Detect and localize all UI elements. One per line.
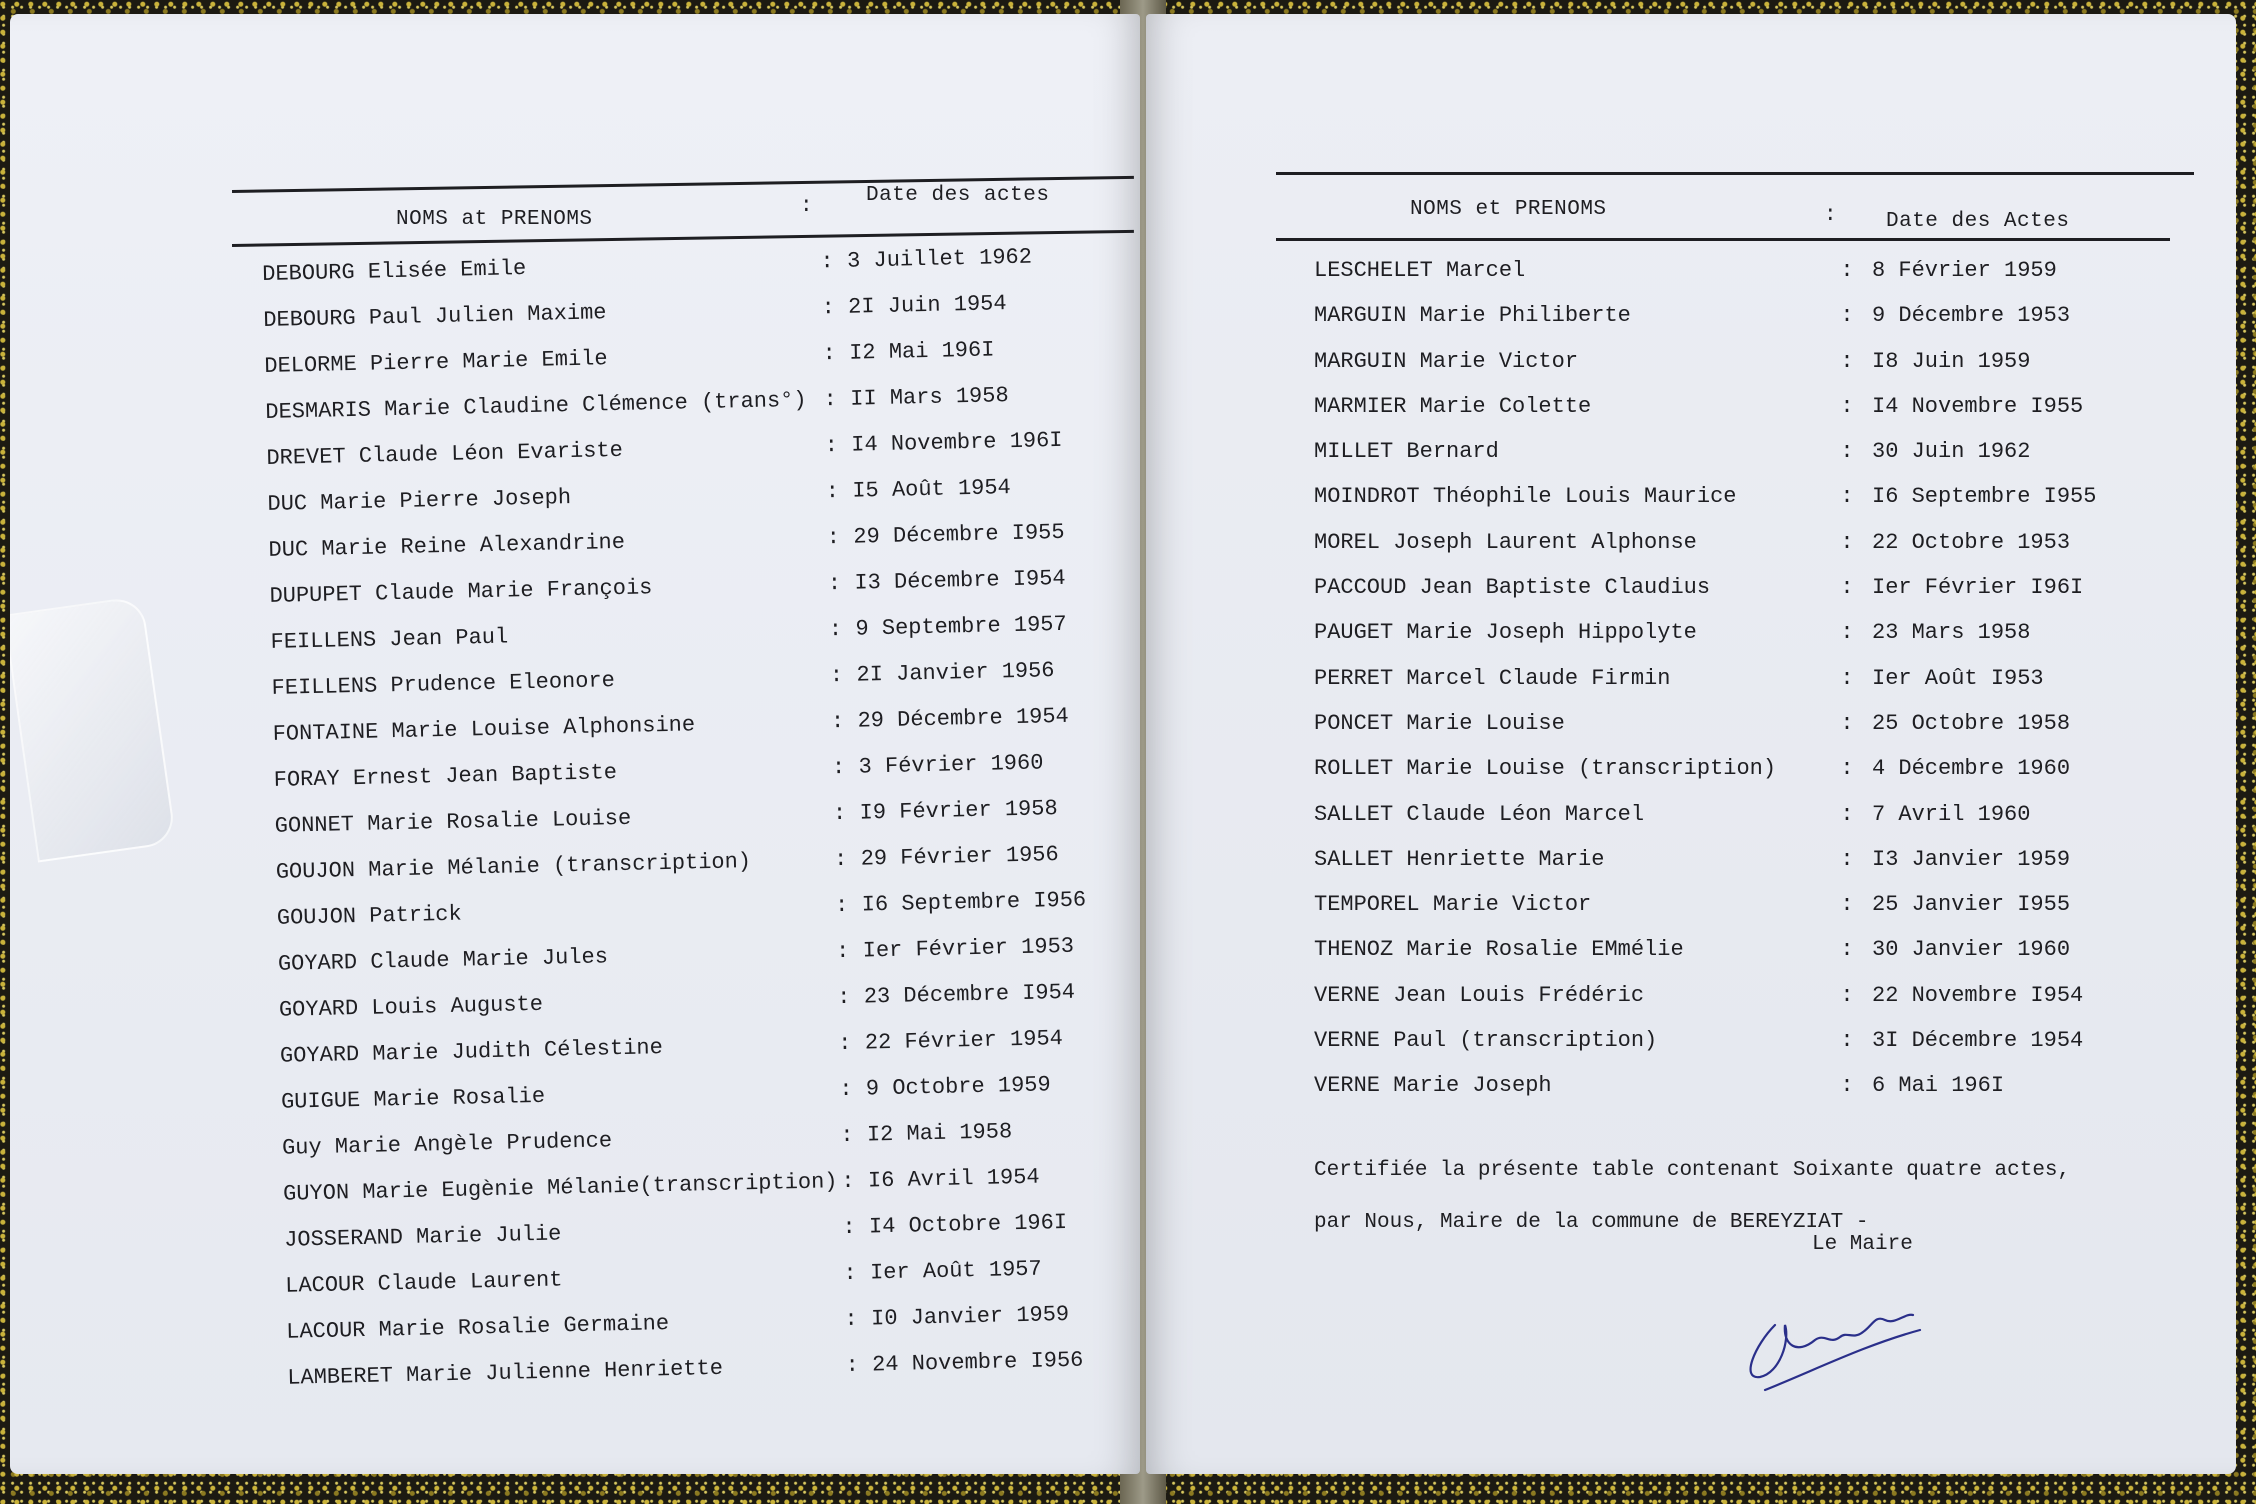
- certification-line-2: par Nous, Maire de la commune de BEREYZIAT -: [1314, 1211, 1869, 1234]
- entry-name: THENOZ Marie Rosalie EMmélie: [1314, 937, 1684, 963]
- entry-name: GOUJON Patrick: [276, 901, 462, 931]
- entry-colon: :: [831, 754, 846, 781]
- entry-name: FORAY Ernest Jean Baptiste: [273, 760, 618, 793]
- entry-name: DUC Marie Reine Alexandrine: [268, 529, 626, 563]
- entry-name: GUIGUE Marie Rosalie: [280, 1083, 546, 1115]
- list-item: [1314, 258, 2132, 303]
- entry-date: Ier Février 1953: [862, 933, 1075, 964]
- entry-date: 22 Octobre 1953: [1872, 529, 2071, 555]
- entry-date: 9 Décembre 1953: [1872, 303, 2071, 329]
- entry-name: VERNE Jean Louis Frédéric: [1314, 982, 1645, 1008]
- list-item: [1314, 530, 2132, 575]
- entry-date: 7 Avril 1960: [1872, 801, 2031, 827]
- list-item: [1314, 937, 2132, 982]
- entry-colon: :: [830, 708, 845, 735]
- entry-name: DUC Marie Pierre Joseph: [267, 485, 572, 517]
- entry-name: FONTAINE Marie Louise Alphonsine: [272, 712, 696, 747]
- entry-name: DESMARIS Marie Claudine Clémence (trans°): [265, 387, 807, 425]
- list-item: [1314, 666, 2132, 711]
- entry-date: Ier Février I96I: [1872, 575, 2084, 601]
- signatory-label: Le Maire: [1812, 1233, 1913, 1256]
- entry-date: 29 Décembre I955: [853, 519, 1065, 550]
- entry-colon: :: [834, 892, 849, 919]
- entry-colon: :: [1840, 756, 1854, 782]
- entry-date: Ier Août I953: [1872, 665, 2044, 691]
- entry-date: 3 Février 1960: [858, 750, 1044, 780]
- right-header-bottom-rule: [1276, 238, 2170, 241]
- entry-date: I3 Janvier 1959: [1872, 846, 2071, 872]
- entry-colon: :: [1840, 1073, 1854, 1099]
- list-item: [1314, 575, 2132, 620]
- entry-colon: :: [832, 800, 847, 827]
- entry-name: DREVET Claude Léon Evariste: [266, 437, 624, 471]
- list-item: [1314, 1028, 2132, 1073]
- right-entry-list: [1314, 258, 2132, 1119]
- certification-line-1: Certifiée la présente table contenant Soixante quatre actes,: [1314, 1159, 2071, 1182]
- left-header-colon: :: [800, 195, 814, 218]
- entry-name: GOYARD Marie Judith Célestine: [279, 1035, 664, 1069]
- entry-colon: :: [840, 1122, 854, 1149]
- entry-name: ROLLET Marie Louise (transcription): [1314, 756, 1777, 782]
- signature-stroke: [1751, 1315, 1920, 1390]
- list-item: [1314, 847, 2132, 892]
- entry-name: GUYON Marie Eugènie Mélanie(transcription): [282, 1169, 838, 1207]
- right-header-dates: Date des Actes: [1886, 210, 2070, 233]
- entry-name: DUPUPET Claude Marie François: [269, 575, 653, 609]
- entry-name: VERNE Marie Joseph: [1314, 1073, 1552, 1099]
- entry-colon: :: [1840, 575, 1854, 601]
- entry-colon: :: [836, 984, 851, 1011]
- left-header-dates: Date des actes: [866, 184, 1050, 207]
- left-entry-list: [262, 242, 1163, 1412]
- entry-date: 30 Juin 1962: [1872, 439, 2031, 465]
- entry-name: MARGUIN Marie Victor: [1314, 348, 1579, 374]
- entry-name: LACOUR Claude Laurent: [284, 1267, 563, 1299]
- list-item: [1314, 1073, 2132, 1118]
- entry-colon: :: [844, 1306, 859, 1333]
- entry-date: 23 Mars 1958: [1872, 620, 2031, 646]
- entry-colon: :: [1840, 348, 1854, 374]
- entry-colon: :: [1840, 393, 1854, 419]
- entry-name: MOINDROT Théophile Louis Maurice: [1314, 484, 1737, 510]
- entry-date: I4 Novembre I955: [1872, 393, 2084, 419]
- entry-date: 2I Juin 1954: [847, 291, 1007, 320]
- entry-name: LAMBERET Marie Julienne Henriette: [287, 1355, 724, 1391]
- entry-colon: :: [1840, 801, 1854, 827]
- entry-colon: :: [1840, 846, 1854, 872]
- mayor-signature: [1735, 1285, 1925, 1395]
- entry-colon: :: [833, 846, 848, 873]
- entry-name: JOSSERAND Marie Julie: [283, 1221, 562, 1253]
- entry-colon: :: [1840, 529, 1854, 555]
- left-header-names: NOMS at PRENOMS: [396, 208, 593, 231]
- entry-date: 9 Septembre 1957: [855, 611, 1067, 642]
- right-header-top-rule: [1276, 172, 2194, 175]
- entry-name: PERRET Marcel Claude Firmin: [1314, 665, 1671, 691]
- list-item: [1314, 983, 2132, 1028]
- right-header-colon: :: [1824, 204, 1838, 227]
- entry-colon: :: [1840, 665, 1854, 691]
- entry-date: I9 Février 1958: [859, 796, 1058, 826]
- entry-colon: :: [820, 249, 835, 275]
- entry-date: 22 Février 1954: [864, 1026, 1064, 1056]
- entry-date: 25 Janvier I955: [1872, 892, 2071, 918]
- entry-colon: :: [822, 341, 837, 367]
- entry-colon: :: [825, 478, 840, 505]
- list-item: [1314, 303, 2132, 348]
- entry-name: LACOUR Marie Rosalie Germaine: [286, 1311, 670, 1345]
- entry-date: I2 Mai 196I: [848, 337, 995, 366]
- entry-colon: :: [1840, 710, 1854, 736]
- entry-date: I5 Août 1954: [852, 475, 1012, 504]
- entry-colon: :: [837, 1030, 852, 1057]
- list-item: [1314, 484, 2132, 529]
- entry-date: 2I Janvier 1956: [856, 658, 1055, 688]
- entry-colon: :: [842, 1214, 856, 1241]
- entry-date: 23 Décembre I954: [863, 979, 1076, 1010]
- entry-name: PONCET Marie Louise: [1314, 710, 1565, 736]
- entry-date: I8 Juin 1959: [1872, 348, 2031, 374]
- entry-colon: :: [1840, 439, 1854, 465]
- entry-date: I4 Octobre 196I: [868, 1209, 1068, 1240]
- entry-colon: :: [828, 616, 843, 643]
- entry-date: Ier Août 1957: [869, 1256, 1042, 1286]
- right-header-names: NOMS et PRENOMS: [1410, 198, 1607, 221]
- entry-date: 4 Décembre 1960: [1872, 756, 2071, 782]
- entry-colon: :: [1840, 937, 1854, 963]
- list-item: [1314, 349, 2132, 394]
- entry-date: 29 Février 1956: [860, 842, 1059, 872]
- entry-date: 3 Juillet 1962: [846, 244, 1033, 274]
- entry-colon: :: [826, 524, 841, 551]
- entry-date: II Mars 1958: [849, 383, 1009, 412]
- entry-name: VERNE Paul (transcription): [1314, 1028, 1658, 1054]
- entry-colon: :: [841, 1168, 855, 1195]
- entry-name: GOUJON Marie Mélanie (transcription): [275, 849, 752, 885]
- entry-colon: :: [835, 938, 850, 965]
- list-item: [1314, 892, 2132, 937]
- entry-colon: :: [829, 662, 844, 689]
- entry-date: 8 Février 1959: [1872, 258, 2057, 283]
- list-item: [1314, 802, 2132, 847]
- entry-date: 29 Décembre 1954: [857, 703, 1070, 734]
- certification-text: [1314, 1145, 2070, 1249]
- entry-colon: :: [1840, 892, 1854, 918]
- entry-name: MILLET Bernard: [1314, 439, 1499, 465]
- plastic-clip: [10, 595, 177, 862]
- entry-name: DEBOURG Elisée Emile: [262, 256, 527, 287]
- entry-date: I6 Avril 1954: [867, 1164, 1040, 1194]
- entry-colon: :: [1840, 484, 1854, 510]
- entry-name: TEMPOREL Marie Victor: [1314, 892, 1592, 918]
- entry-date: 22 Novembre I954: [1872, 982, 2084, 1008]
- entry-name: SALLET Henriette Marie: [1314, 846, 1605, 872]
- entry-colon: :: [1840, 258, 1854, 283]
- entry-name: LESCHELET Marcel: [1314, 258, 1526, 283]
- entry-date: I6 Septembre I956: [861, 887, 1087, 918]
- entry-date: I0 Janvier 1959: [870, 1301, 1070, 1332]
- list-item: [1314, 756, 2132, 801]
- entry-colon: :: [1840, 1028, 1854, 1054]
- entry-colon: :: [821, 295, 836, 321]
- entry-date: 30 Janvier 1960: [1872, 937, 2071, 963]
- entry-name: GOYARD Louis Auguste: [278, 991, 544, 1023]
- entry-name: DEBOURG Paul Julien Maxime: [263, 300, 607, 333]
- entry-colon: :: [839, 1076, 853, 1103]
- entry-name: GOYARD Claude Marie Jules: [277, 944, 609, 977]
- list-item: [1314, 711, 2132, 756]
- entry-name: SALLET Claude Léon Marcel: [1314, 801, 1645, 827]
- list-item: [1314, 394, 2132, 439]
- entry-date: 24 Novembre I956: [871, 1347, 1084, 1378]
- list-item: [1314, 620, 2132, 665]
- entry-date: I3 Décembre I954: [854, 565, 1066, 596]
- entry-colon: :: [843, 1260, 857, 1287]
- entry-date: 6 Mai 196I: [1872, 1073, 2005, 1099]
- entry-colon: :: [827, 570, 842, 597]
- entry-date: 3I Décembre 1954: [1872, 1028, 2084, 1054]
- entry-colon: :: [1840, 982, 1854, 1008]
- entry-colon: :: [1840, 620, 1854, 646]
- entry-colon: :: [845, 1352, 860, 1379]
- entry-date: 9 Octobre 1959: [865, 1072, 1051, 1102]
- entry-name: PAUGET Marie Joseph Hippolyte: [1314, 620, 1697, 646]
- entry-name: GONNET Marie Rosalie Louise: [274, 805, 632, 839]
- entry-name: FEILLENS Jean Paul: [270, 624, 509, 655]
- entry-colon: :: [823, 386, 838, 413]
- entry-name: FEILLENS Prudence Eleonore: [271, 668, 616, 701]
- entry-name: PACCOUD Jean Baptiste Claudius: [1314, 575, 1711, 601]
- entry-date: I6 Septembre I955: [1872, 484, 2097, 510]
- entry-date: 25 Octobre 1958: [1872, 710, 2071, 736]
- entry-date: I4 Novembre 196I: [851, 427, 1063, 458]
- entry-name: Guy Marie Angèle Prudence: [281, 1128, 613, 1161]
- entry-name: MARGUIN Marie Philiberte: [1314, 303, 1631, 329]
- entry-name: MOREL Joseph Laurent Alphonse: [1314, 529, 1697, 555]
- entry-name: MARMIER Marie Colette: [1314, 393, 1592, 419]
- list-item: [1314, 439, 2132, 484]
- entry-colon: :: [1840, 303, 1854, 329]
- entry-name: DELORME Pierre Marie Emile: [264, 346, 608, 379]
- entry-colon: :: [824, 432, 839, 459]
- entry-date: I2 Mai 1958: [866, 1119, 1013, 1148]
